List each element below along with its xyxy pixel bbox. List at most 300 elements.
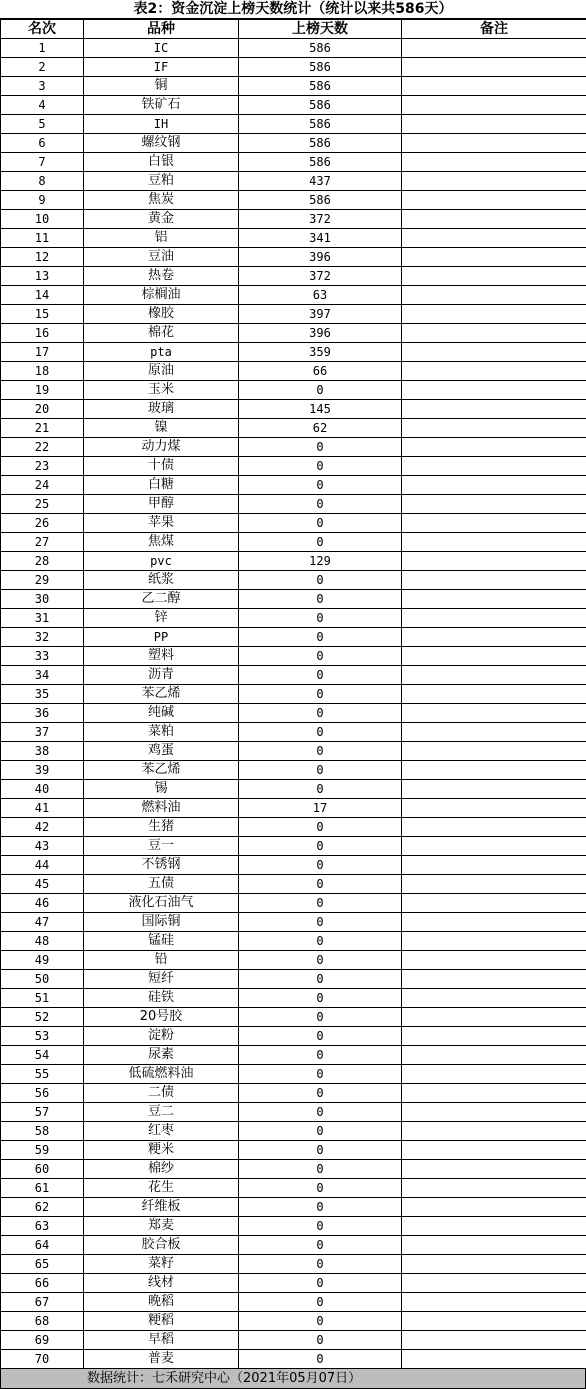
cell-days: 0 xyxy=(239,1027,402,1046)
cell-notes xyxy=(402,1179,586,1198)
table-row xyxy=(1,172,586,191)
cell-rank: 24 xyxy=(1,476,84,495)
cell-variety: 锰硅 xyxy=(84,932,239,951)
cell-rank: 53 xyxy=(1,1027,84,1046)
cell-notes xyxy=(402,267,586,286)
table-row xyxy=(1,951,586,970)
cell-days: 0 xyxy=(239,875,402,894)
cell-rank: 61 xyxy=(1,1179,84,1198)
cell-notes xyxy=(402,381,586,400)
cell-variety: 豆油 xyxy=(84,248,239,267)
cell-days: 0 xyxy=(239,894,402,913)
cell-notes xyxy=(402,628,586,647)
cell-days: 0 xyxy=(239,1141,402,1160)
cell-days: 0 xyxy=(239,609,402,628)
table-row xyxy=(1,248,586,267)
cell-rank: 29 xyxy=(1,571,84,590)
cell-rank: 62 xyxy=(1,1198,84,1217)
cell-days: 129 xyxy=(239,552,402,571)
header-days: 上榜天数 xyxy=(239,20,402,39)
cell-days: 0 xyxy=(239,1008,402,1027)
cell-variety: 晚稻 xyxy=(84,1293,239,1312)
cell-notes xyxy=(402,58,586,77)
cell-notes xyxy=(402,1008,586,1027)
cell-notes xyxy=(402,1236,586,1255)
table-row xyxy=(1,932,586,951)
cell-days: 0 xyxy=(239,1331,402,1350)
table-row xyxy=(1,1255,586,1274)
table-row xyxy=(1,495,586,514)
cell-rank: 34 xyxy=(1,666,84,685)
cell-rank: 32 xyxy=(1,628,84,647)
cell-rank: 31 xyxy=(1,609,84,628)
cell-rank: 70 xyxy=(1,1350,84,1369)
table-row xyxy=(1,552,586,571)
table-row xyxy=(1,1350,586,1369)
cell-variety: 豆粕 xyxy=(84,172,239,191)
table-row xyxy=(1,780,586,799)
cell-notes xyxy=(402,1312,586,1331)
cell-rank: 45 xyxy=(1,875,84,894)
cell-variety: 生猪 xyxy=(84,818,239,837)
cell-days: 0 xyxy=(239,1122,402,1141)
cell-days: 586 xyxy=(239,153,402,172)
table-row xyxy=(1,362,586,381)
table-row xyxy=(1,571,586,590)
cell-notes xyxy=(402,1217,586,1236)
table-row xyxy=(1,1217,586,1236)
cell-rank: 65 xyxy=(1,1255,84,1274)
cell-notes xyxy=(402,685,586,704)
cell-days: 0 xyxy=(239,856,402,875)
cell-days: 0 xyxy=(239,590,402,609)
cell-variety: 普麦 xyxy=(84,1350,239,1369)
cell-variety: 沥青 xyxy=(84,666,239,685)
cell-variety: 20号胶 xyxy=(84,1008,239,1027)
table-row xyxy=(1,533,586,552)
cell-notes xyxy=(402,932,586,951)
cell-variety: 原油 xyxy=(84,362,239,381)
table-row xyxy=(1,438,586,457)
table-row xyxy=(1,609,586,628)
cell-variety: 塑料 xyxy=(84,647,239,666)
cell-variety: 液化石油气 xyxy=(84,894,239,913)
cell-notes xyxy=(402,248,586,267)
cell-days: 0 xyxy=(239,1198,402,1217)
cell-notes xyxy=(402,742,586,761)
cell-variety: 低硫燃料油 xyxy=(84,1065,239,1084)
cell-days: 0 xyxy=(239,742,402,761)
table-row xyxy=(1,153,586,172)
cell-variety: 铅 xyxy=(84,951,239,970)
cell-rank: 52 xyxy=(1,1008,84,1027)
cell-days: 0 xyxy=(239,495,402,514)
cell-days: 586 xyxy=(239,39,402,58)
cell-rank: 47 xyxy=(1,913,84,932)
cell-variety: 十债 xyxy=(84,457,239,476)
cell-notes xyxy=(402,476,586,495)
cell-variety: 棉纱 xyxy=(84,1160,239,1179)
cell-days: 0 xyxy=(239,1217,402,1236)
table-row xyxy=(1,685,586,704)
cell-variety: 甲醇 xyxy=(84,495,239,514)
cell-notes xyxy=(402,818,586,837)
cell-days: 0 xyxy=(239,476,402,495)
cell-notes xyxy=(402,362,586,381)
cell-notes xyxy=(402,1350,586,1369)
cell-notes xyxy=(402,1103,586,1122)
cell-notes xyxy=(402,229,586,248)
cell-variety: 早稻 xyxy=(84,1331,239,1350)
table-row xyxy=(1,96,586,115)
cell-rank: 36 xyxy=(1,704,84,723)
header-row xyxy=(1,20,586,39)
cell-days: 372 xyxy=(239,210,402,229)
cell-days: 0 xyxy=(239,571,402,590)
cell-variety: 乙二醇 xyxy=(84,590,239,609)
cell-variety: 粳稻 xyxy=(84,1312,239,1331)
cell-rank: 57 xyxy=(1,1103,84,1122)
cell-variety: 螺纹钢 xyxy=(84,134,239,153)
cell-days: 396 xyxy=(239,324,402,343)
cell-rank: 2 xyxy=(1,58,84,77)
cell-variety: 胶合板 xyxy=(84,1236,239,1255)
table-row xyxy=(1,856,586,875)
cell-rank: 22 xyxy=(1,438,84,457)
cell-rank: 55 xyxy=(1,1065,84,1084)
cell-days: 0 xyxy=(239,837,402,856)
cell-days: 0 xyxy=(239,723,402,742)
table-row xyxy=(1,875,586,894)
table-row xyxy=(1,1198,586,1217)
cell-rank: 40 xyxy=(1,780,84,799)
cell-rank: 67 xyxy=(1,1293,84,1312)
cell-variety: 尿素 xyxy=(84,1046,239,1065)
cell-notes xyxy=(402,153,586,172)
cell-variety: 棕榈油 xyxy=(84,286,239,305)
cell-notes xyxy=(402,761,586,780)
table-row xyxy=(1,115,586,134)
cell-days: 0 xyxy=(239,628,402,647)
cell-rank: 48 xyxy=(1,932,84,951)
cell-variety: 动力煤 xyxy=(84,438,239,457)
cell-notes xyxy=(402,1141,586,1160)
table-row xyxy=(1,191,586,210)
table-row xyxy=(1,286,586,305)
cell-rank: 41 xyxy=(1,799,84,818)
table-row xyxy=(1,210,586,229)
cell-rank: 66 xyxy=(1,1274,84,1293)
cell-variety: 玉米 xyxy=(84,381,239,400)
cell-days: 0 xyxy=(239,438,402,457)
cell-days: 0 xyxy=(239,685,402,704)
cell-notes xyxy=(402,704,586,723)
header-rank: 名次 xyxy=(1,20,84,39)
cell-notes xyxy=(402,799,586,818)
cell-days: 0 xyxy=(239,932,402,951)
cell-days: 0 xyxy=(239,780,402,799)
cell-notes xyxy=(402,1122,586,1141)
cell-rank: 17 xyxy=(1,343,84,362)
cell-days: 0 xyxy=(239,951,402,970)
table-row xyxy=(1,647,586,666)
table-row xyxy=(1,1331,586,1350)
table-row xyxy=(1,305,586,324)
cell-variety: 纤维板 xyxy=(84,1198,239,1217)
cell-rank: 28 xyxy=(1,552,84,571)
cell-rank: 16 xyxy=(1,324,84,343)
cell-rank: 39 xyxy=(1,761,84,780)
cell-rank: 7 xyxy=(1,153,84,172)
table-row xyxy=(1,666,586,685)
cell-rank: 63 xyxy=(1,1217,84,1236)
cell-notes xyxy=(402,39,586,58)
table-row xyxy=(1,58,586,77)
cell-notes xyxy=(402,1331,586,1350)
cell-variety: IF xyxy=(84,58,239,77)
cell-variety: 白银 xyxy=(84,153,239,172)
cell-rank: 20 xyxy=(1,400,84,419)
cell-variety: 菜粕 xyxy=(84,723,239,742)
cell-days: 0 xyxy=(239,970,402,989)
cell-variety: 黄金 xyxy=(84,210,239,229)
cell-rank: 43 xyxy=(1,837,84,856)
cell-days: 0 xyxy=(239,1065,402,1084)
cell-variety: 锌 xyxy=(84,609,239,628)
table-row xyxy=(1,1027,586,1046)
cell-variety: PP xyxy=(84,628,239,647)
cell-days: 0 xyxy=(239,704,402,723)
cell-days: 396 xyxy=(239,248,402,267)
cell-rank: 10 xyxy=(1,210,84,229)
cell-notes xyxy=(402,514,586,533)
table-row xyxy=(1,1141,586,1160)
cell-notes xyxy=(402,1160,586,1179)
cell-days: 0 xyxy=(239,381,402,400)
cell-variety: 棉花 xyxy=(84,324,239,343)
cell-days: 0 xyxy=(239,989,402,1008)
cell-rank: 42 xyxy=(1,818,84,837)
cell-variety: 五债 xyxy=(84,875,239,894)
table-row xyxy=(1,742,586,761)
cell-rank: 56 xyxy=(1,1084,84,1103)
cell-notes xyxy=(402,989,586,1008)
cell-variety: 铁矿石 xyxy=(84,96,239,115)
footer-spacer xyxy=(1,1369,83,1388)
cell-days: 586 xyxy=(239,191,402,210)
table-row xyxy=(1,590,586,609)
cell-rank: 69 xyxy=(1,1331,84,1350)
table-row xyxy=(1,970,586,989)
table-row xyxy=(1,894,586,913)
table-row xyxy=(1,1008,586,1027)
cell-notes xyxy=(402,875,586,894)
cell-rank: 58 xyxy=(1,1122,84,1141)
cell-days: 17 xyxy=(239,799,402,818)
cell-rank: 6 xyxy=(1,134,84,153)
cell-days: 0 xyxy=(239,514,402,533)
cell-days: 0 xyxy=(239,913,402,932)
table-row xyxy=(1,476,586,495)
cell-rank: 26 xyxy=(1,514,84,533)
cell-days: 0 xyxy=(239,533,402,552)
cell-variety: 国际铜 xyxy=(84,913,239,932)
cell-notes xyxy=(402,1065,586,1084)
table-row xyxy=(1,343,586,362)
cell-rank: 64 xyxy=(1,1236,84,1255)
cell-notes xyxy=(402,400,586,419)
ranking-table xyxy=(0,19,586,1369)
table-row xyxy=(1,229,586,248)
table-row xyxy=(1,324,586,343)
cell-days: 586 xyxy=(239,115,402,134)
footer-source: 数据统计：七禾研究中心（2021年05月07日） xyxy=(83,1369,585,1388)
cell-days: 0 xyxy=(239,761,402,780)
cell-variety: 镍 xyxy=(84,419,239,438)
cell-rank: 60 xyxy=(1,1160,84,1179)
cell-notes xyxy=(402,894,586,913)
table-row xyxy=(1,1065,586,1084)
cell-days: 0 xyxy=(239,1046,402,1065)
table-row xyxy=(1,1293,586,1312)
table-row xyxy=(1,723,586,742)
cell-notes xyxy=(402,590,586,609)
table-row xyxy=(1,799,586,818)
table-title: 表2：资金沉淀上榜天数统计（统计以来共586天） xyxy=(0,0,586,19)
header-variety: 品种 xyxy=(84,20,239,39)
cell-days: 341 xyxy=(239,229,402,248)
cell-rank: 33 xyxy=(1,647,84,666)
cell-variety: 红枣 xyxy=(84,1122,239,1141)
cell-notes xyxy=(402,552,586,571)
cell-notes xyxy=(402,609,586,628)
cell-variety: 不锈钢 xyxy=(84,856,239,875)
table-row xyxy=(1,1084,586,1103)
cell-notes xyxy=(402,1293,586,1312)
cell-variety: pta xyxy=(84,343,239,362)
cell-days: 0 xyxy=(239,1293,402,1312)
cell-rank: 27 xyxy=(1,533,84,552)
table-row xyxy=(1,267,586,286)
cell-notes xyxy=(402,647,586,666)
cell-variety: 白糖 xyxy=(84,476,239,495)
cell-notes xyxy=(402,1198,586,1217)
cell-rank: 46 xyxy=(1,894,84,913)
cell-days: 586 xyxy=(239,96,402,115)
cell-variety: 苯乙烯 xyxy=(84,761,239,780)
cell-variety: 热卷 xyxy=(84,267,239,286)
cell-variety: 锡 xyxy=(84,780,239,799)
cell-notes xyxy=(402,571,586,590)
cell-days: 0 xyxy=(239,818,402,837)
cell-notes xyxy=(402,1255,586,1274)
cell-variety: 线材 xyxy=(84,1274,239,1293)
cell-rank: 21 xyxy=(1,419,84,438)
cell-variety: 二债 xyxy=(84,1084,239,1103)
cell-notes xyxy=(402,286,586,305)
cell-days: 0 xyxy=(239,1255,402,1274)
cell-variety: 豆二 xyxy=(84,1103,239,1122)
cell-rank: 8 xyxy=(1,172,84,191)
cell-days: 586 xyxy=(239,77,402,96)
table-row xyxy=(1,457,586,476)
cell-rank: 25 xyxy=(1,495,84,514)
cell-days: 0 xyxy=(239,666,402,685)
cell-notes xyxy=(402,305,586,324)
cell-notes xyxy=(402,172,586,191)
cell-notes xyxy=(402,780,586,799)
table-row xyxy=(1,39,586,58)
cell-rank: 18 xyxy=(1,362,84,381)
cell-variety: pvc xyxy=(84,552,239,571)
cell-days: 437 xyxy=(239,172,402,191)
table-row xyxy=(1,1236,586,1255)
cell-days: 145 xyxy=(239,400,402,419)
table-row xyxy=(1,381,586,400)
cell-notes xyxy=(402,837,586,856)
cell-rank: 11 xyxy=(1,229,84,248)
cell-rank: 12 xyxy=(1,248,84,267)
cell-rank: 37 xyxy=(1,723,84,742)
table-row xyxy=(1,1122,586,1141)
cell-rank: 38 xyxy=(1,742,84,761)
cell-notes xyxy=(402,438,586,457)
table-row xyxy=(1,419,586,438)
cell-rank: 54 xyxy=(1,1046,84,1065)
cell-days: 66 xyxy=(239,362,402,381)
cell-rank: 5 xyxy=(1,115,84,134)
table-row xyxy=(1,837,586,856)
table-row xyxy=(1,514,586,533)
cell-rank: 4 xyxy=(1,96,84,115)
cell-notes xyxy=(402,856,586,875)
table-row xyxy=(1,761,586,780)
cell-notes xyxy=(402,913,586,932)
table-row xyxy=(1,134,586,153)
cell-days: 359 xyxy=(239,343,402,362)
cell-rank: 59 xyxy=(1,1141,84,1160)
cell-variety: 硅铁 xyxy=(84,989,239,1008)
cell-notes xyxy=(402,951,586,970)
table-row xyxy=(1,1103,586,1122)
cell-rank: 35 xyxy=(1,685,84,704)
cell-rank: 13 xyxy=(1,267,84,286)
cell-notes xyxy=(402,191,586,210)
cell-notes xyxy=(402,324,586,343)
cell-days: 0 xyxy=(239,1312,402,1331)
table-row xyxy=(1,1179,586,1198)
cell-days: 0 xyxy=(239,647,402,666)
cell-notes xyxy=(402,96,586,115)
cell-days: 62 xyxy=(239,419,402,438)
cell-days: 0 xyxy=(239,1160,402,1179)
table-row xyxy=(1,77,586,96)
cell-variety: 焦煤 xyxy=(84,533,239,552)
cell-days: 0 xyxy=(239,1236,402,1255)
cell-variety: 短纤 xyxy=(84,970,239,989)
cell-rank: 50 xyxy=(1,970,84,989)
cell-rank: 49 xyxy=(1,951,84,970)
cell-variety: 豆一 xyxy=(84,837,239,856)
cell-variety: 纯碱 xyxy=(84,704,239,723)
cell-variety: 铝 xyxy=(84,229,239,248)
table-row xyxy=(1,704,586,723)
cell-notes xyxy=(402,115,586,134)
cell-notes xyxy=(402,970,586,989)
cell-rank: 51 xyxy=(1,989,84,1008)
cell-variety: IC xyxy=(84,39,239,58)
table-row xyxy=(1,1312,586,1331)
